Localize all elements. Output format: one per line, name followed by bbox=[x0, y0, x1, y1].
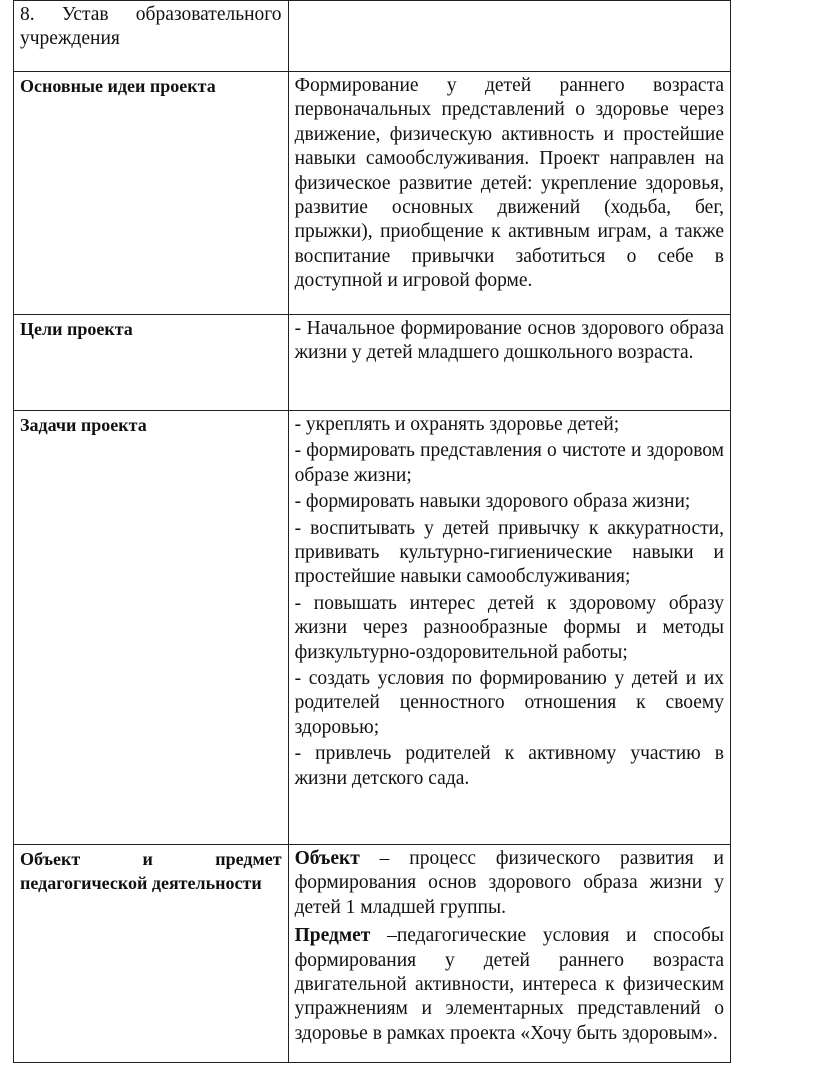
tasks-label-cell bbox=[14, 411, 289, 845]
subject-term: Предмет bbox=[294, 925, 371, 947]
charter-label-cell bbox=[14, 1, 289, 72]
subject-paragraph bbox=[295, 924, 724, 1046]
goals-label: Цели проекта bbox=[20, 319, 133, 339]
goals-text: - Начальное формирование основ здорового образа жизни у детей младшего дошкольного возраста. bbox=[294, 318, 724, 364]
table-row-object-subject bbox=[14, 845, 731, 1063]
table-row-main-ideas bbox=[14, 72, 731, 315]
task-item: - формировать навыки здорового образа жизни; bbox=[294, 491, 691, 513]
main-ideas-text-cell bbox=[288, 72, 730, 315]
object-term: Объект bbox=[294, 848, 360, 869]
goals-text-cell bbox=[288, 315, 730, 411]
subject-text: –педагогические условия и способы формирования у детей раннего возраста двигательной активности, интереса к физическим упражнениям и элементарных представлений о здоровье в рамках проекта «Хочу быть здоровым». bbox=[294, 925, 724, 1044]
tasks-list-cell bbox=[288, 411, 730, 845]
charter-value-cell bbox=[288, 1, 730, 72]
object-label-cell bbox=[14, 845, 289, 1063]
task-item: - создать условия по формированию у детей и их родителей ценностного отношения к своему здоровью; bbox=[294, 668, 724, 738]
object-text-cell bbox=[288, 845, 730, 1063]
object-paragraph bbox=[295, 847, 724, 920]
charter-label: 8. Устав образовательного учреждения bbox=[20, 4, 282, 50]
task-item: - привлечь родителей к активному участию в жизни детского сада. bbox=[294, 743, 724, 789]
main-ideas-label: Основные идеи проекта bbox=[20, 76, 216, 96]
project-passport-table bbox=[13, 0, 731, 1063]
main-ideas-label-cell bbox=[14, 72, 289, 315]
object-label: Объект и предмет педагогической деятельности bbox=[20, 849, 282, 894]
table-row-charter bbox=[14, 1, 731, 72]
goals-label-cell bbox=[14, 315, 289, 411]
task-item: - воспитывать у детей привычку к аккуратности, прививать культурно-гигиенические навыки и простейшие навыки самообслуживания; bbox=[294, 517, 724, 588]
object-text: – процесс физического развития и формирования основ здорового образа жизни у детей 1 младшей группы. bbox=[294, 848, 724, 918]
main-ideas-text: Формирование у детей раннего возраста первоначальных представлений о здоровье через движение, физическую активность и простейшие навыки самообслуживания. Проект направлен на физическое развитие детей: укрепление здоровья, развитие основных движений (ходьба, бег, прыжки), приобщение к активным играм, а также воспитание привычки заботиться о себе в доступной и игровой форме. bbox=[294, 75, 724, 292]
task-item: - формировать представления о чистоте и здоровом образе жизни; bbox=[294, 440, 724, 486]
tasks-label: Задачи проекта bbox=[20, 415, 147, 435]
table-row-goals bbox=[14, 315, 731, 411]
task-item: - повышать интерес детей к здоровому образу жизни через разнообразные формы и методы физкультурно-оздоровительной работы; bbox=[294, 592, 724, 663]
task-item: - укреплять и охранять здоровье детей; bbox=[294, 414, 620, 435]
table-row-tasks bbox=[14, 411, 731, 845]
